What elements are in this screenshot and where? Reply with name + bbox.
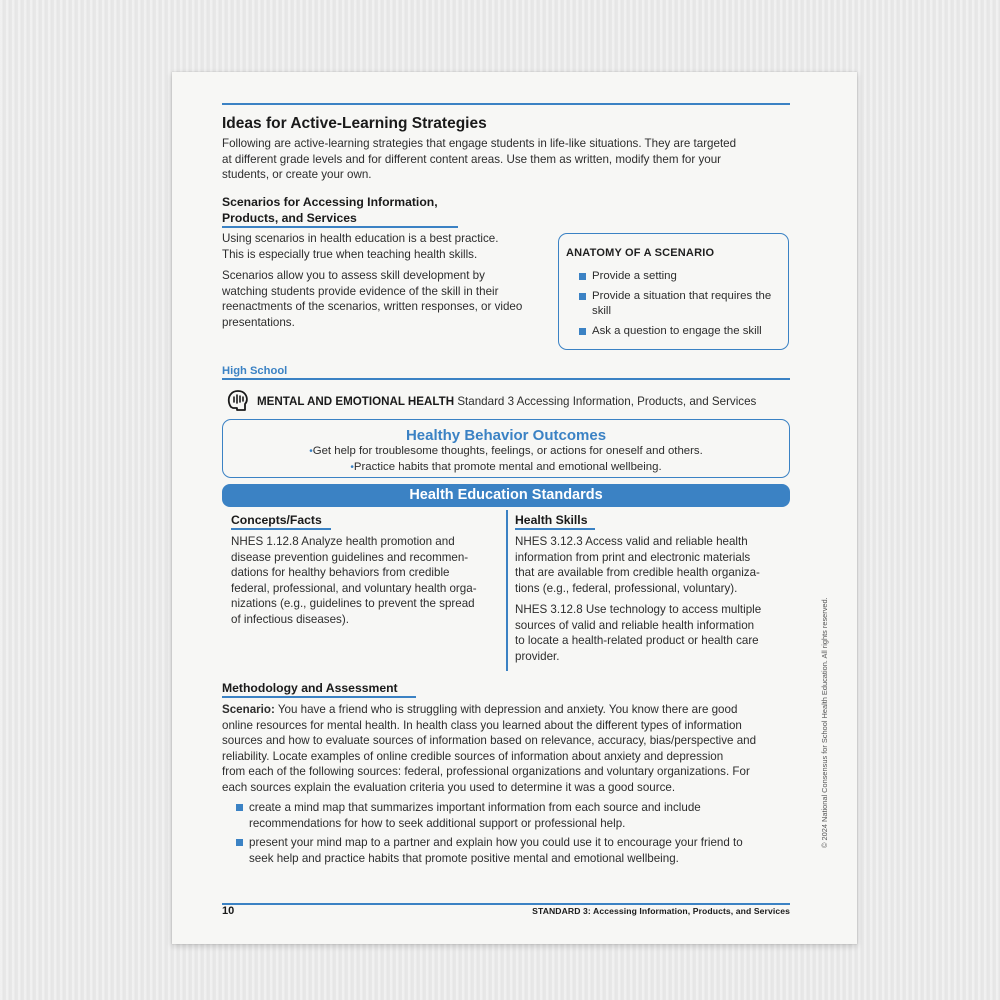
square-bullet-icon <box>236 839 243 846</box>
square-bullet-icon <box>579 293 586 300</box>
methodology-heading: Methodology and Assessment <box>222 681 398 695</box>
list-item: Provide a situation that requires the skill <box>579 289 784 320</box>
scenario-paragraph: Scenario: You have a friend who is struggling with depression and anxiety. You know there are good online resources for mental health. In health class you learned about the different types of information sources and how to evaluate sources of information based on relevance, accuracy, bias/perspective and reliability. Locate examples of online credible sources of information about anxiety and depression from each of the following sources: federal, professional organizations and voluntary organizations. For each sources explain the evaluation criteria you used to determine it was a good source. <box>222 703 757 794</box>
page-number: 10 <box>222 905 235 917</box>
bullet-dot-icon: • <box>309 446 313 457</box>
grade-level-rule <box>222 378 790 380</box>
outcome-item: •Get help for troublesome thoughts, feelings, or actions for oneself and others. <box>309 445 703 457</box>
bullet-dot-icon: • <box>350 461 354 473</box>
square-bullet-icon <box>579 273 586 280</box>
methodology-bullets <box>236 800 796 870</box>
footer-rule <box>222 903 790 905</box>
skills-heading-underline <box>515 528 595 530</box>
square-bullet-icon <box>236 804 243 811</box>
scenarios-heading-underline <box>222 226 458 228</box>
intro-paragraph: Following are active-learning strategies that engage students in life-like situations. They are targeted at different grade levels and for different content areas. Use them as written, modify them for your students, or create your own. <box>222 137 737 182</box>
scenario-label: Scenario: <box>222 703 275 716</box>
topic-rest: Standard 3 Accessing Information, Products, and Services <box>457 395 757 408</box>
list-item: create a mind map that summarizes important information from each source and include recommendations for how to seek additional support or professional help. <box>236 800 796 831</box>
concepts-facts-heading: Concepts/Facts <box>231 513 322 527</box>
outcomes-title: Healthy Behavior Outcomes <box>405 427 607 444</box>
square-bullet-icon <box>579 328 586 335</box>
list-item: Provide a setting <box>579 269 784 285</box>
document-page <box>172 72 857 944</box>
anatomy-list <box>579 269 784 343</box>
outcome-item: •Practice habits that promote mental and emotional wellbeing. <box>350 460 662 473</box>
methodology-heading-underline <box>222 696 416 698</box>
health-skills-heading: Health Skills <box>515 513 588 527</box>
anatomy-of-scenario-box <box>558 233 789 350</box>
list-item: present your mind map to a partner and explain how you could use it to encourage your friend to seek help and practice habits that promote positive mental and emotional wellbeing. <box>236 835 796 866</box>
scenarios-heading: Scenarios for Accessing Information, Products, and Services <box>222 195 438 225</box>
page-title: Ideas for Active-Learning Strategies <box>222 115 487 132</box>
running-footer-title: STANDARD 3: Accessing Information, Products, and Services <box>532 906 790 916</box>
concepts-heading-underline <box>231 528 331 530</box>
healthy-behavior-outcomes-box <box>222 419 790 478</box>
health-skills-text-1: NHES 3.12.3 Access valid and reliable health information from print and electronic materials that are available from credible health organiza- tions (e.g., federal, professional, voluntary). <box>515 535 760 595</box>
top-rule <box>222 103 790 105</box>
copyright-notice: © 2024 National Consensus for School Health Education. All rights reserved. <box>820 597 829 848</box>
concepts-facts-text: NHES 1.12.8 Analyze health promotion and disease prevention guidelines and recommen- dations for healthy behaviors from credible federal, professional, and voluntary health orga- nizations (e.g., guidelines to prevent the spread of infectious diseases). <box>231 535 477 626</box>
grade-level-label: High School <box>222 365 288 377</box>
anatomy-title: ANATOMY OF A SCENARIO <box>566 247 715 259</box>
list-item: Ask a question to engage the skill <box>579 324 784 340</box>
column-divider <box>506 510 508 671</box>
brain-head-icon <box>227 389 249 413</box>
scenarios-paragraph-2: Scenarios allow you to assess skill development by watching students provide evidence of the skill in their reenactments of the scenarios, written responses, or video presentations. <box>222 269 523 329</box>
topic-bold: MENTAL AND EMOTIONAL HEALTH <box>257 395 455 408</box>
health-skills-text-2: NHES 3.12.8 Use technology to access multiple sources of valid and reliable health information to locate a health-related product or health care provider. <box>515 603 762 663</box>
topic-line <box>257 395 756 408</box>
scenarios-paragraph-1: Using scenarios in health education is a best practice. This is especially true when teaching health skills. <box>222 232 499 261</box>
health-education-standards-bar: Health Education Standards <box>222 484 790 507</box>
